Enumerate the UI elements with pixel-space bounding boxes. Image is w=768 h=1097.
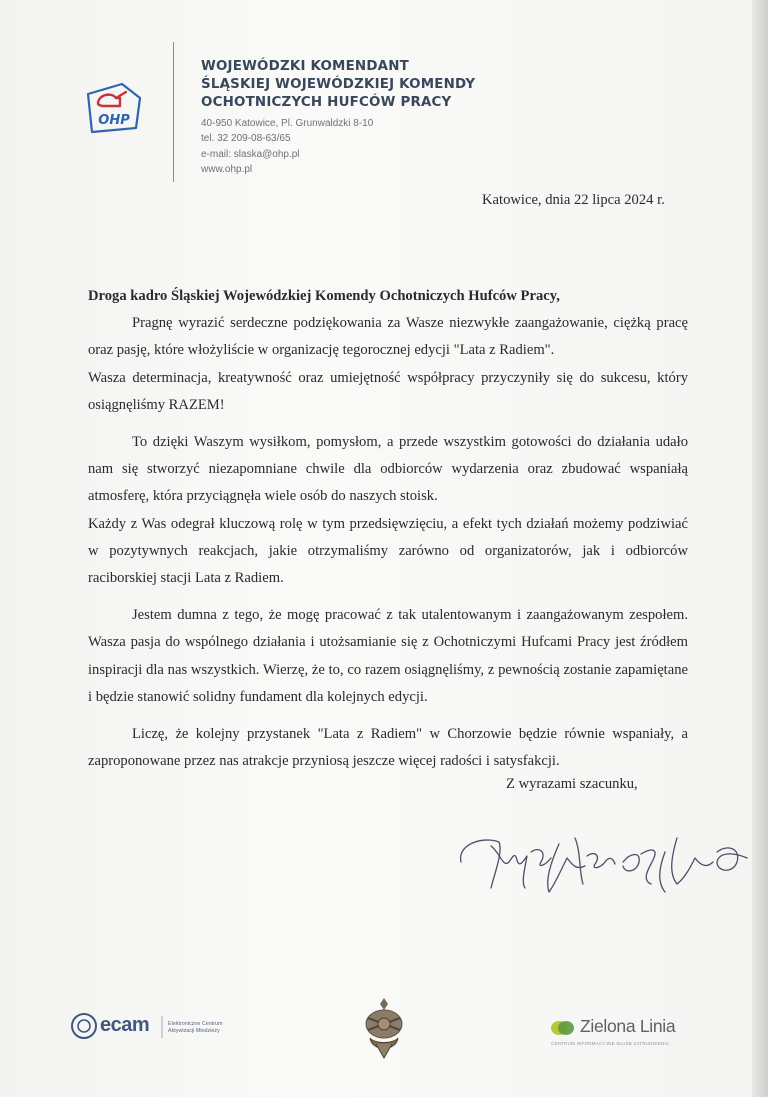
zielona-linia-icon — [550, 1020, 576, 1036]
ohp-emblem-icon — [358, 994, 410, 1062]
email: e-mail: slaska@ohp.pl — [201, 148, 300, 160]
paragraph-5: Jestem dumna z tego, że mogę pracować z tak utalentowanym i zaangażowanym zespołem. Wasza pasja do wspólnego działania i utożsamianie się z Ochotniczymi Hufcami Pracy jest źródłem inspiracji dla nas wszystkich. Wierzę, że to, co razem osiągnęliśmy, z pewnością zostanie zapamiętane i będzie stanowić solidny fundament dla kolejnych edycji. — [88, 607, 688, 705]
contact-block — [201, 116, 475, 178]
page-edge-shadow — [752, 0, 768, 1097]
paragraph-4: Każdy z Was odegrał kluczową rolę w tym przedsięwzięciu, a efekt tych działań możemy podziwiać w pozytywnych reakcjach, jakie otrzymaliśmy zarówno od organizatorów, jak i odbiorców raciborskiej stacji Lata z Radiem. — [88, 515, 688, 587]
paragraph-1: Pragnę wyrazić serdeczne podziękowania za Wasze niezwykłe zaangażowanie, ciężką pracę oraz pasję, które włożyliście w organizację tegorocznej edycji "Lata z Radiem". — [88, 315, 688, 359]
ohp-logo-text: OHP — [98, 113, 130, 128]
ecam-subtitle-line-2: Aktywizacji Młodzieży — [168, 1028, 220, 1034]
greeting: Droga kadro Śląskiej Wojewódzkiej Komendy Ochotniczych Hufców Pracy, — [88, 288, 560, 304]
header-divider — [173, 42, 174, 182]
zielona-linia-text: Zielona Linia — [580, 1016, 676, 1036]
phone: tel. 32 209-08-63/65 — [201, 133, 291, 145]
address: 40-950 Katowice, Pl. Grunwaldzki 8-10 — [201, 118, 374, 129]
website: www.ohp.pl — [201, 164, 253, 176]
org-name-line-3: OCHOTNICZYCH HUFCÓW PRACY — [201, 95, 452, 110]
paragraph-3: To dzięki Waszym wysiłkom, pomysłom, a przede wszystkim gotowości do działania udało nam się stworzyć niezapomniane chwile dla odbiorców wydarzenia oraz zbudować wspaniałą atmosferę, która przyciągnęła wiele osób do naszych stoisk. — [88, 434, 688, 505]
paragraph-6: Liczę, że kolejny przystanek "Lata z Radiem" w Chorzowie będzie równie wspaniały, a zaproponowane przez nas atrakcje przyniosą jeszcze więcej radości i satysfakcji. — [88, 726, 688, 770]
closing: Z wyrazami szacunku, — [506, 776, 638, 792]
letterhead — [201, 58, 475, 178]
letter-body — [88, 283, 688, 775]
ecam-logo-subtitle — [168, 1021, 223, 1035]
org-name-line-2: ŚLĄSKIEJ WOJEWÓDZKIEJ KOMENDY — [201, 77, 476, 92]
ecam-logo-text: ecam — [100, 1014, 150, 1036]
paragraph-2: Wasza determinacja, kreatywność oraz umiejętność współpracy przyczyniły się do sukcesu, który osiągnęliśmy RAZEM! — [88, 369, 688, 413]
handwritten-signature — [455, 822, 755, 902]
ecam-subtitle-line-1: Elektroniczne Centrum — [168, 1021, 223, 1027]
ohp-logo — [82, 80, 144, 136]
zielona-linia-subtitle: CENTRUM INFORMACYJNE SŁUŻB ZATRUDNIENIA — [551, 1041, 670, 1046]
org-name-line-1: WOJEWÓDZKI KOMENDANT — [201, 59, 409, 74]
letter-date: Katowice, dnia 22 lipca 2024 r. — [482, 192, 665, 208]
